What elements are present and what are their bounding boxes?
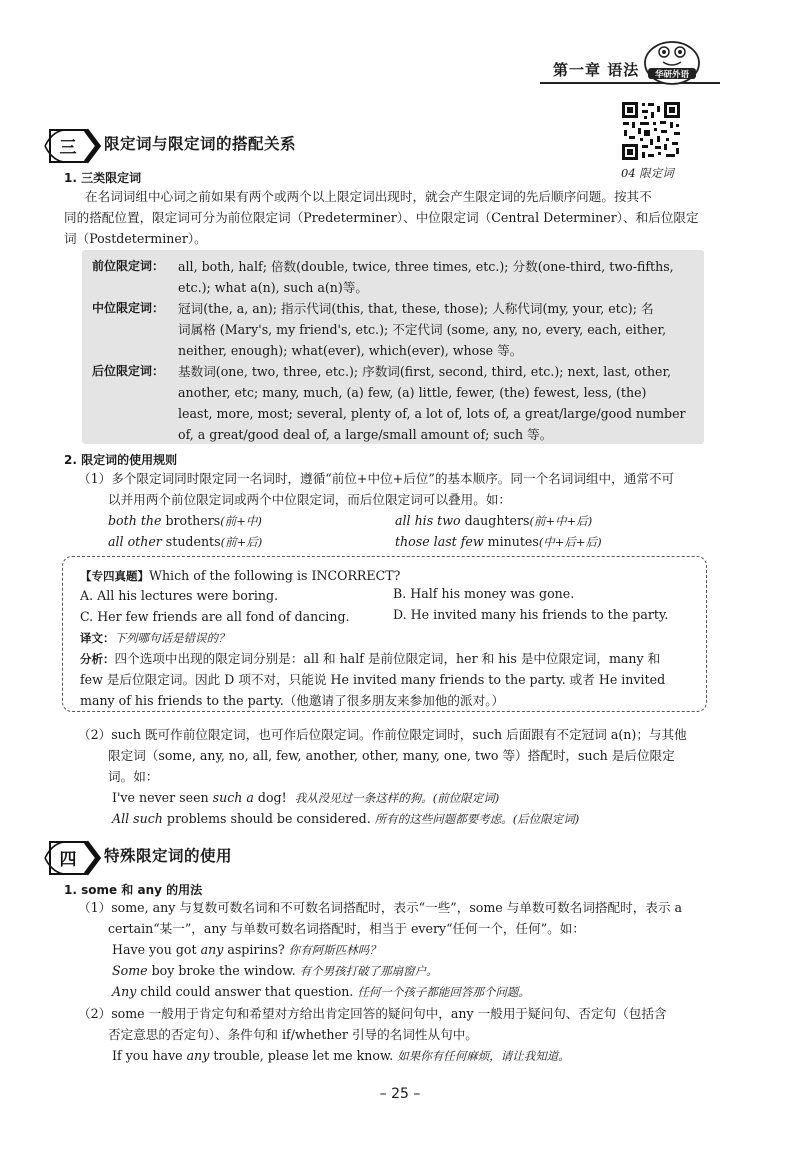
central-determiner-def: 词属格 (Mary's, my friend's, etc.); 不定代词 (some, any, no, every, each, either,: [178, 322, 667, 337]
qr-code-icon: [620, 100, 682, 162]
postdeterminer-def: another, etc; many, much, (a) few, (a) little, fewer, (the) fewest, less, (the): [178, 385, 647, 400]
chapter-title: 第一章 语法: [553, 61, 640, 79]
example-phrase: all other students(前+后): [108, 534, 263, 549]
section-4-title: 特殊限定词的使用: [104, 847, 233, 865]
subheading-some-any: 1. some 和 any 的用法: [64, 883, 203, 897]
intro-line: 在名词词组中心词之前如果有两个或两个以上限定词出现时，就会产生限定词的先后顺序问题。按其不: [85, 189, 652, 204]
example-sentence: I've never seen such a dog! 我从没见过一条这样的狗。(前位限定词): [112, 790, 500, 805]
option-a: A. All his lectures were boring.: [80, 588, 279, 603]
section-badge-icon: [40, 838, 104, 878]
example-sentence: Some boy broke the window. 有个男孩打破了那扇窗户。: [112, 963, 438, 978]
intro-line: 同的搭配位置，限定词可分为前位限定词（Predeterminer）、中位限定词（Central Determiner）、和后位限定: [64, 210, 699, 225]
svg-text:四: 四: [59, 850, 77, 870]
predeterminer-term: 前位限定词：: [92, 259, 165, 273]
postdeterminer-def: least, more, most; several, plenty of, a lot of, lots of, a great/large/good number: [178, 406, 686, 421]
example-phrase: both the brothers(前+中): [108, 513, 262, 528]
example-sentence: Any child could answer that question. 任何一个孩子都能回答那个问题。: [112, 984, 530, 999]
section-badge-icon: [40, 126, 104, 166]
rule-1-line: 以并用两个前位限定词或两个中位限定词，而后位限定词可以叠用。如：: [108, 492, 511, 507]
option-d: D. He invited many his friends to the party.: [393, 607, 669, 622]
rule-2-line: 限定词（some, any, no, all, few, another, other, many, one, two 等）搭配时，such 是后位限定: [108, 748, 675, 763]
rule-2-line: 词。如：: [108, 769, 159, 784]
subheading-usage-rules: 2. 限定词的使用规则: [64, 453, 178, 467]
exam-question: 【专四真题】Which of the following is INCORRECT?: [80, 568, 401, 583]
analysis-line: 分析：四个选项中出现的限定词分别是：all 和 half 是前位限定词，her 和 his 是中位限定词，many 和: [80, 651, 661, 666]
some-any-line: （2）some 一般用于肯定句和希望对方给出肯定回答的疑问句中，any 一般用于疑问句、否定句（包括含: [78, 1006, 667, 1021]
rule-2-line: （2）such 既可作前位限定词，也可作后位限定词。作前位限定词时，such 后面跟有不定冠词 a(n)；与其他: [78, 727, 687, 742]
section-4-heading: [40, 838, 420, 878]
svg-text:三: 三: [59, 138, 77, 158]
some-any-line: 否定意思的否定句）、条件句和 if/whether 引导的名词性从句中。: [108, 1027, 478, 1042]
analysis-line: few 是后位限定词。因此 D 项不对，只能说 He invited many friends to the party. 或者 He invited: [80, 672, 666, 687]
intro-line: 词（Postdeterminer）。: [64, 231, 207, 246]
example-sentence: Have you got any aspirins? 你有阿斯匹林吗？: [112, 942, 381, 957]
logo-text: 华研外语: [654, 70, 690, 80]
example-phrase: all his two daughters(前+中+后): [395, 513, 593, 528]
some-any-line: certain“某一”，any 与单数可数名词搭配时，相当于 every“任何一个，任何”。如：: [108, 921, 585, 936]
option-b: B. Half his money was gone.: [393, 586, 575, 601]
analysis-line: many of his friends to the party.（他邀请了很多朋友来参加他的派对。）: [80, 693, 505, 708]
example-sentence: All such problems should be considered. 所有的这些问题都要考虑。(后位限定词): [112, 811, 580, 826]
predeterminer-def: all, both, half; 倍数(double, twice, three times, etc.); 分数(one-third, two-fifths,: [178, 259, 674, 274]
subheading-three-types: 1. 三类限定词: [64, 171, 142, 185]
postdeterminer-def: 基数词(one, two, three, etc.); 序数词(first, second, third, etc.); next, last, other,: [178, 364, 672, 379]
central-determiner-term: 中位限定词：: [92, 301, 165, 315]
section-3-title: 限定词与限定词的搭配关系: [104, 135, 297, 153]
page-number: – 25 –: [379, 1086, 421, 1102]
predeterminer-def: etc.); what a(n), such a(n)等。: [178, 280, 369, 295]
example-sentence: If you have any trouble, please let me know. 如果你有任何麻烦，请让我知道。: [112, 1048, 570, 1063]
central-determiner-def: 冠词(the, a, an); 指示代词(this, that, these, those); 人称代词(my, your, etc); 名: [178, 301, 654, 316]
rule-1-line: （1）多个限定词同时限定同一名词时，遵循“前位+中位+后位”的基本顺序。同一个名词词组中，通常不可: [78, 471, 675, 486]
publisher-logo: [643, 38, 701, 86]
postdeterminer-term: 后位限定词：: [92, 364, 165, 378]
qr-caption: 04 限定词: [621, 166, 674, 180]
option-c: C. Her few friends are all fond of dancing.: [80, 609, 350, 624]
central-determiner-def: neither, enough); what(ever), which(ever), whose 等。: [178, 343, 523, 358]
some-any-line: （1）some, any 与复数可数名词和不可数名词搭配时，表示“一些”，some 与单数可数名词搭配时，表示 a: [78, 900, 682, 915]
section-3-heading: [40, 126, 420, 166]
postdeterminer-def: of, a great/good deal of, a large/small amount of; such 等。: [178, 427, 553, 442]
exam-label: 【专四真题】: [80, 569, 149, 583]
translation: 译文：下列哪句话是错误的？: [80, 631, 230, 645]
example-phrase: those last few minutes(中+后+后): [395, 534, 602, 549]
